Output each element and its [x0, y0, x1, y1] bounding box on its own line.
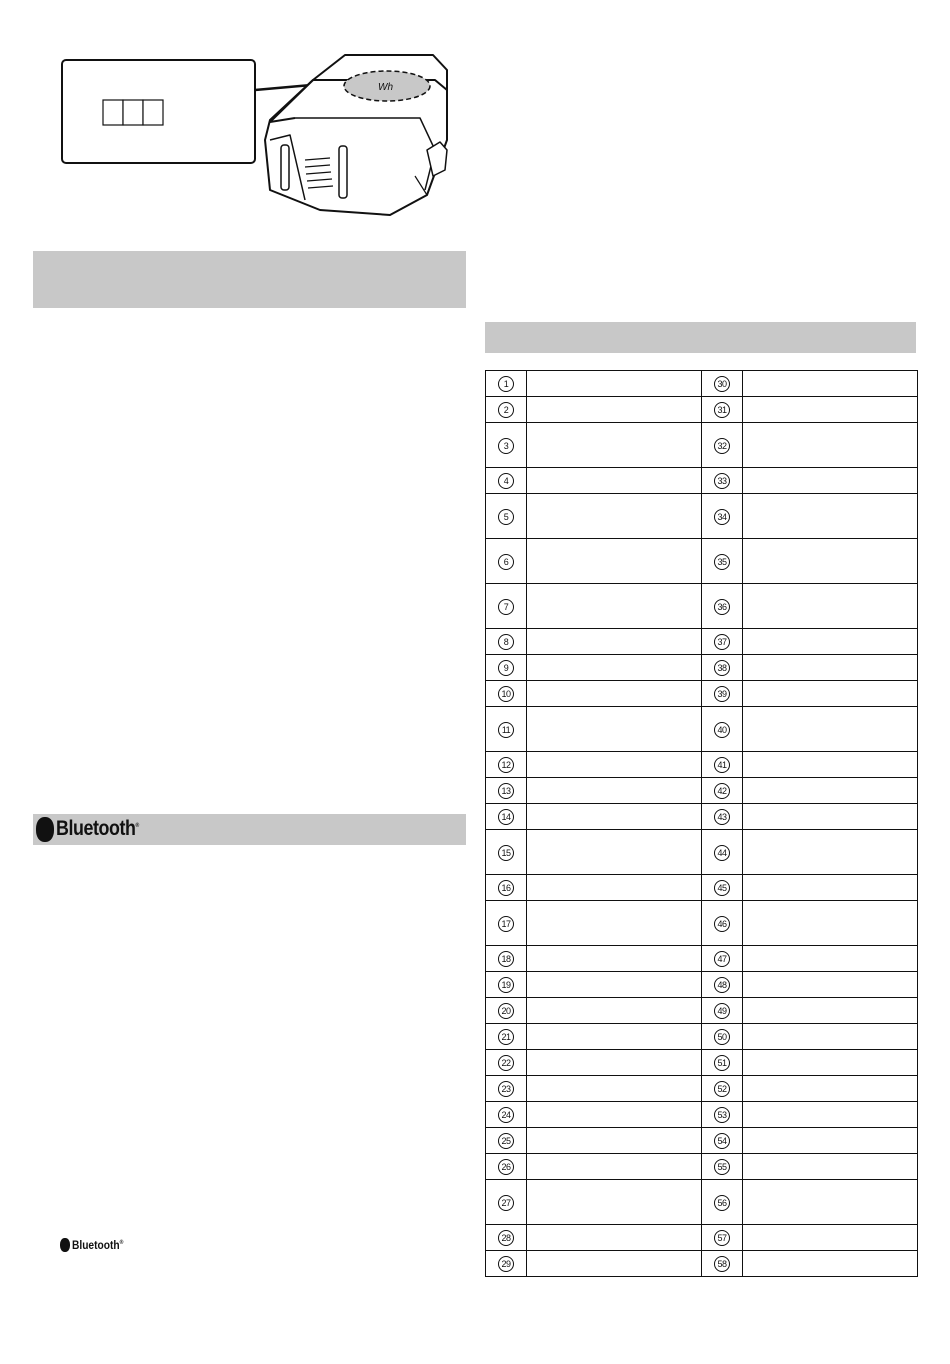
part-number-right: [702, 397, 743, 423]
part-number-right: [702, 875, 743, 901]
part-name-left: [527, 371, 702, 397]
part-name-right: [743, 1076, 918, 1102]
part-number-right: [702, 830, 743, 875]
circled-number: 32: [714, 438, 730, 454]
part-number-right: [702, 1225, 743, 1251]
bluetooth-wordmark: Bluetooth: [72, 1238, 120, 1252]
circled-number: 4: [498, 473, 514, 489]
part-number-left: [486, 901, 527, 946]
circled-number: 2: [498, 402, 514, 418]
circled-number: 38: [714, 660, 730, 676]
part-number-left: [486, 494, 527, 539]
part-name-right: [743, 1180, 918, 1225]
part-name-right: [743, 1102, 918, 1128]
circled-number: 11: [498, 722, 514, 738]
circled-number: 21: [498, 1029, 514, 1045]
part-number-left: [486, 1251, 527, 1277]
part-number-right: [702, 584, 743, 629]
circled-number: 46: [714, 916, 730, 932]
part-number-right: [702, 1251, 743, 1277]
part-number-left: [486, 972, 527, 998]
table-row: [486, 804, 918, 830]
table-row: [486, 901, 918, 946]
part-name-right: [743, 778, 918, 804]
part-name-left: [527, 1128, 702, 1154]
circled-number: 9: [498, 660, 514, 676]
part-name-right: [743, 752, 918, 778]
circled-number: 50: [714, 1029, 730, 1045]
circled-number: 54: [714, 1133, 730, 1149]
part-name-right: [743, 397, 918, 423]
part-name-left: [527, 804, 702, 830]
part-number-right: [702, 1076, 743, 1102]
part-name-right: [743, 804, 918, 830]
part-name-left: [527, 1251, 702, 1277]
part-name-right: [743, 875, 918, 901]
circled-number: 56: [714, 1195, 730, 1211]
part-number-left: [486, 1024, 527, 1050]
table-row: [486, 778, 918, 804]
table-row: [486, 584, 918, 629]
circled-number: 33: [714, 473, 730, 489]
part-number-right: [702, 998, 743, 1024]
circled-number: 25: [498, 1133, 514, 1149]
circled-number: 36: [714, 599, 730, 615]
circled-number: 16: [498, 880, 514, 896]
circled-number: 5: [498, 509, 514, 525]
part-number-right: [702, 681, 743, 707]
bluetooth-icon: [36, 817, 54, 842]
part-name-left: [527, 1024, 702, 1050]
table-row: [486, 830, 918, 875]
part-number-left: [486, 397, 527, 423]
part-name-left: [527, 875, 702, 901]
parts-table: [485, 370, 918, 1277]
registered-mark: ®: [119, 1240, 124, 1246]
part-name-right: [743, 468, 918, 494]
part-name-right: [743, 539, 918, 584]
part-number-right: [702, 752, 743, 778]
part-number-right: [702, 371, 743, 397]
circled-number: 8: [498, 634, 514, 650]
part-number-right: [702, 1102, 743, 1128]
circled-number: 23: [498, 1081, 514, 1097]
table-row: [486, 655, 918, 681]
part-number-right: [702, 946, 743, 972]
table-row: [486, 1154, 918, 1180]
part-name-left: [527, 494, 702, 539]
part-number-left: [486, 468, 527, 494]
part-name-right: [743, 830, 918, 875]
bluetooth-logo-header: [36, 815, 153, 843]
circled-number: 47: [714, 951, 730, 967]
part-name-left: [527, 1102, 702, 1128]
circled-number: 45: [714, 880, 730, 896]
part-name-left: [527, 707, 702, 752]
part-name-left: [527, 778, 702, 804]
part-name-right: [743, 946, 918, 972]
part-number-right: [702, 494, 743, 539]
part-number-right: [702, 423, 743, 468]
part-number-left: [486, 830, 527, 875]
part-name-left: [527, 423, 702, 468]
parts-table-body: [486, 371, 918, 1277]
part-number-right: [702, 629, 743, 655]
circled-number: 22: [498, 1055, 514, 1071]
circled-number: 12: [498, 757, 514, 773]
circled-number: 48: [714, 977, 730, 993]
bluetooth-icon: [60, 1238, 70, 1252]
part-name-right: [743, 1024, 918, 1050]
part-number-right: [702, 972, 743, 998]
part-name-right: [743, 1050, 918, 1076]
circled-number: 26: [498, 1159, 514, 1175]
circled-number: 29: [498, 1256, 514, 1272]
part-name-left: [527, 830, 702, 875]
circled-number: 7: [498, 599, 514, 615]
part-number-right: [702, 1024, 743, 1050]
circled-number: 24: [498, 1107, 514, 1123]
part-number-left: [486, 1076, 527, 1102]
part-name-right: [743, 1251, 918, 1277]
part-number-left: [486, 778, 527, 804]
part-name-left: [527, 1076, 702, 1102]
circled-number: 30: [714, 376, 730, 392]
registered-mark: ®: [135, 823, 139, 829]
circled-number: 28: [498, 1230, 514, 1246]
part-number-right: [702, 901, 743, 946]
table-row: [486, 539, 918, 584]
circled-number: 18: [498, 951, 514, 967]
part-name-left: [527, 1154, 702, 1180]
part-number-left: [486, 875, 527, 901]
circled-number: 15: [498, 845, 514, 861]
circled-number: 40: [714, 722, 730, 738]
part-number-left: [486, 681, 527, 707]
part-number-left: [486, 1180, 527, 1225]
table-row: [486, 1076, 918, 1102]
part-number-left: [486, 804, 527, 830]
table-row: [486, 1225, 918, 1251]
part-name-right: [743, 972, 918, 998]
circled-number: 53: [714, 1107, 730, 1123]
circled-number: 41: [714, 757, 730, 773]
circled-number: 49: [714, 1003, 730, 1019]
battery-illustration: [55, 50, 475, 220]
circled-number: 31: [714, 402, 730, 418]
section-header-bar-top: [33, 251, 466, 308]
circled-number: 58: [714, 1256, 730, 1272]
table-row: [486, 946, 918, 972]
bluetooth-logo-small: [60, 1237, 132, 1253]
part-name-right: [743, 998, 918, 1024]
part-number-right: [702, 1128, 743, 1154]
table-row: [486, 1050, 918, 1076]
table-row: [486, 371, 918, 397]
part-name-left: [527, 972, 702, 998]
circled-number: 42: [714, 783, 730, 799]
circled-number: 6: [498, 554, 514, 570]
capacity-label-text: Wh: [378, 82, 393, 93]
part-name-right: [743, 584, 918, 629]
part-name-left: [527, 397, 702, 423]
circled-number: 3: [498, 438, 514, 454]
part-name-right: [743, 371, 918, 397]
part-number-left: [486, 584, 527, 629]
part-number-left: [486, 946, 527, 972]
section-header-bar-parts: [485, 322, 916, 353]
part-name-left: [527, 468, 702, 494]
table-row: [486, 468, 918, 494]
part-number-right: [702, 1154, 743, 1180]
part-number-right: [702, 707, 743, 752]
part-number-left: [486, 1050, 527, 1076]
part-name-right: [743, 707, 918, 752]
part-number-right: [702, 655, 743, 681]
part-number-left: [486, 655, 527, 681]
table-row: [486, 1102, 918, 1128]
circled-number: 14: [498, 809, 514, 825]
part-name-right: [743, 423, 918, 468]
circled-number: 27: [498, 1195, 514, 1211]
table-row: [486, 1251, 918, 1277]
part-number-left: [486, 539, 527, 584]
part-name-left: [527, 655, 702, 681]
table-row: [486, 998, 918, 1024]
table-row: [486, 972, 918, 998]
part-name-left: [527, 946, 702, 972]
part-number-left: [486, 1154, 527, 1180]
part-name-left: [527, 901, 702, 946]
table-row: [486, 1180, 918, 1225]
table-row: [486, 681, 918, 707]
circled-number: 19: [498, 977, 514, 993]
part-number-left: [486, 423, 527, 468]
part-number-left: [486, 998, 527, 1024]
part-name-right: [743, 1225, 918, 1251]
part-name-left: [527, 752, 702, 778]
part-number-left: [486, 1225, 527, 1251]
part-name-left: [527, 998, 702, 1024]
table-row: [486, 1128, 918, 1154]
circled-number: 52: [714, 1081, 730, 1097]
circled-number: 20: [498, 1003, 514, 1019]
part-number-right: [702, 1180, 743, 1225]
part-name-right: [743, 681, 918, 707]
part-name-right: [743, 901, 918, 946]
circled-number: 34: [714, 509, 730, 525]
bluetooth-wordmark: Bluetooth: [56, 817, 136, 840]
part-number-left: [486, 752, 527, 778]
table-row: [486, 707, 918, 752]
table-row: [486, 494, 918, 539]
callout-digit-boxes: [103, 100, 163, 125]
circled-number: 1: [498, 376, 514, 392]
part-number-right: [702, 778, 743, 804]
table-row: [486, 423, 918, 468]
circled-number: 44: [714, 845, 730, 861]
part-number-left: [486, 629, 527, 655]
part-name-left: [527, 584, 702, 629]
circled-number: 17: [498, 916, 514, 932]
circled-number: 39: [714, 686, 730, 702]
table-row: [486, 875, 918, 901]
part-number-right: [702, 1050, 743, 1076]
circled-number: 43: [714, 809, 730, 825]
circled-number: 35: [714, 554, 730, 570]
circled-number: 10: [498, 686, 514, 702]
part-number-right: [702, 468, 743, 494]
circled-number: 51: [714, 1055, 730, 1071]
circled-number: 37: [714, 634, 730, 650]
part-number-left: [486, 371, 527, 397]
part-name-right: [743, 494, 918, 539]
table-row: [486, 1024, 918, 1050]
circled-number: 55: [714, 1159, 730, 1175]
part-name-right: [743, 629, 918, 655]
table-row: [486, 752, 918, 778]
table-row: [486, 397, 918, 423]
part-number-left: [486, 1102, 527, 1128]
part-name-left: [527, 1225, 702, 1251]
part-name-left: [527, 629, 702, 655]
part-name-left: [527, 539, 702, 584]
part-number-right: [702, 539, 743, 584]
part-name-right: [743, 1128, 918, 1154]
part-number-right: [702, 804, 743, 830]
part-name-left: [527, 1050, 702, 1076]
part-number-left: [486, 707, 527, 752]
circled-number: 13: [498, 783, 514, 799]
part-number-left: [486, 1128, 527, 1154]
table-row: [486, 629, 918, 655]
part-name-left: [527, 681, 702, 707]
circled-number: 57: [714, 1230, 730, 1246]
part-name-right: [743, 1154, 918, 1180]
part-name-right: [743, 655, 918, 681]
part-name-left: [527, 1180, 702, 1225]
